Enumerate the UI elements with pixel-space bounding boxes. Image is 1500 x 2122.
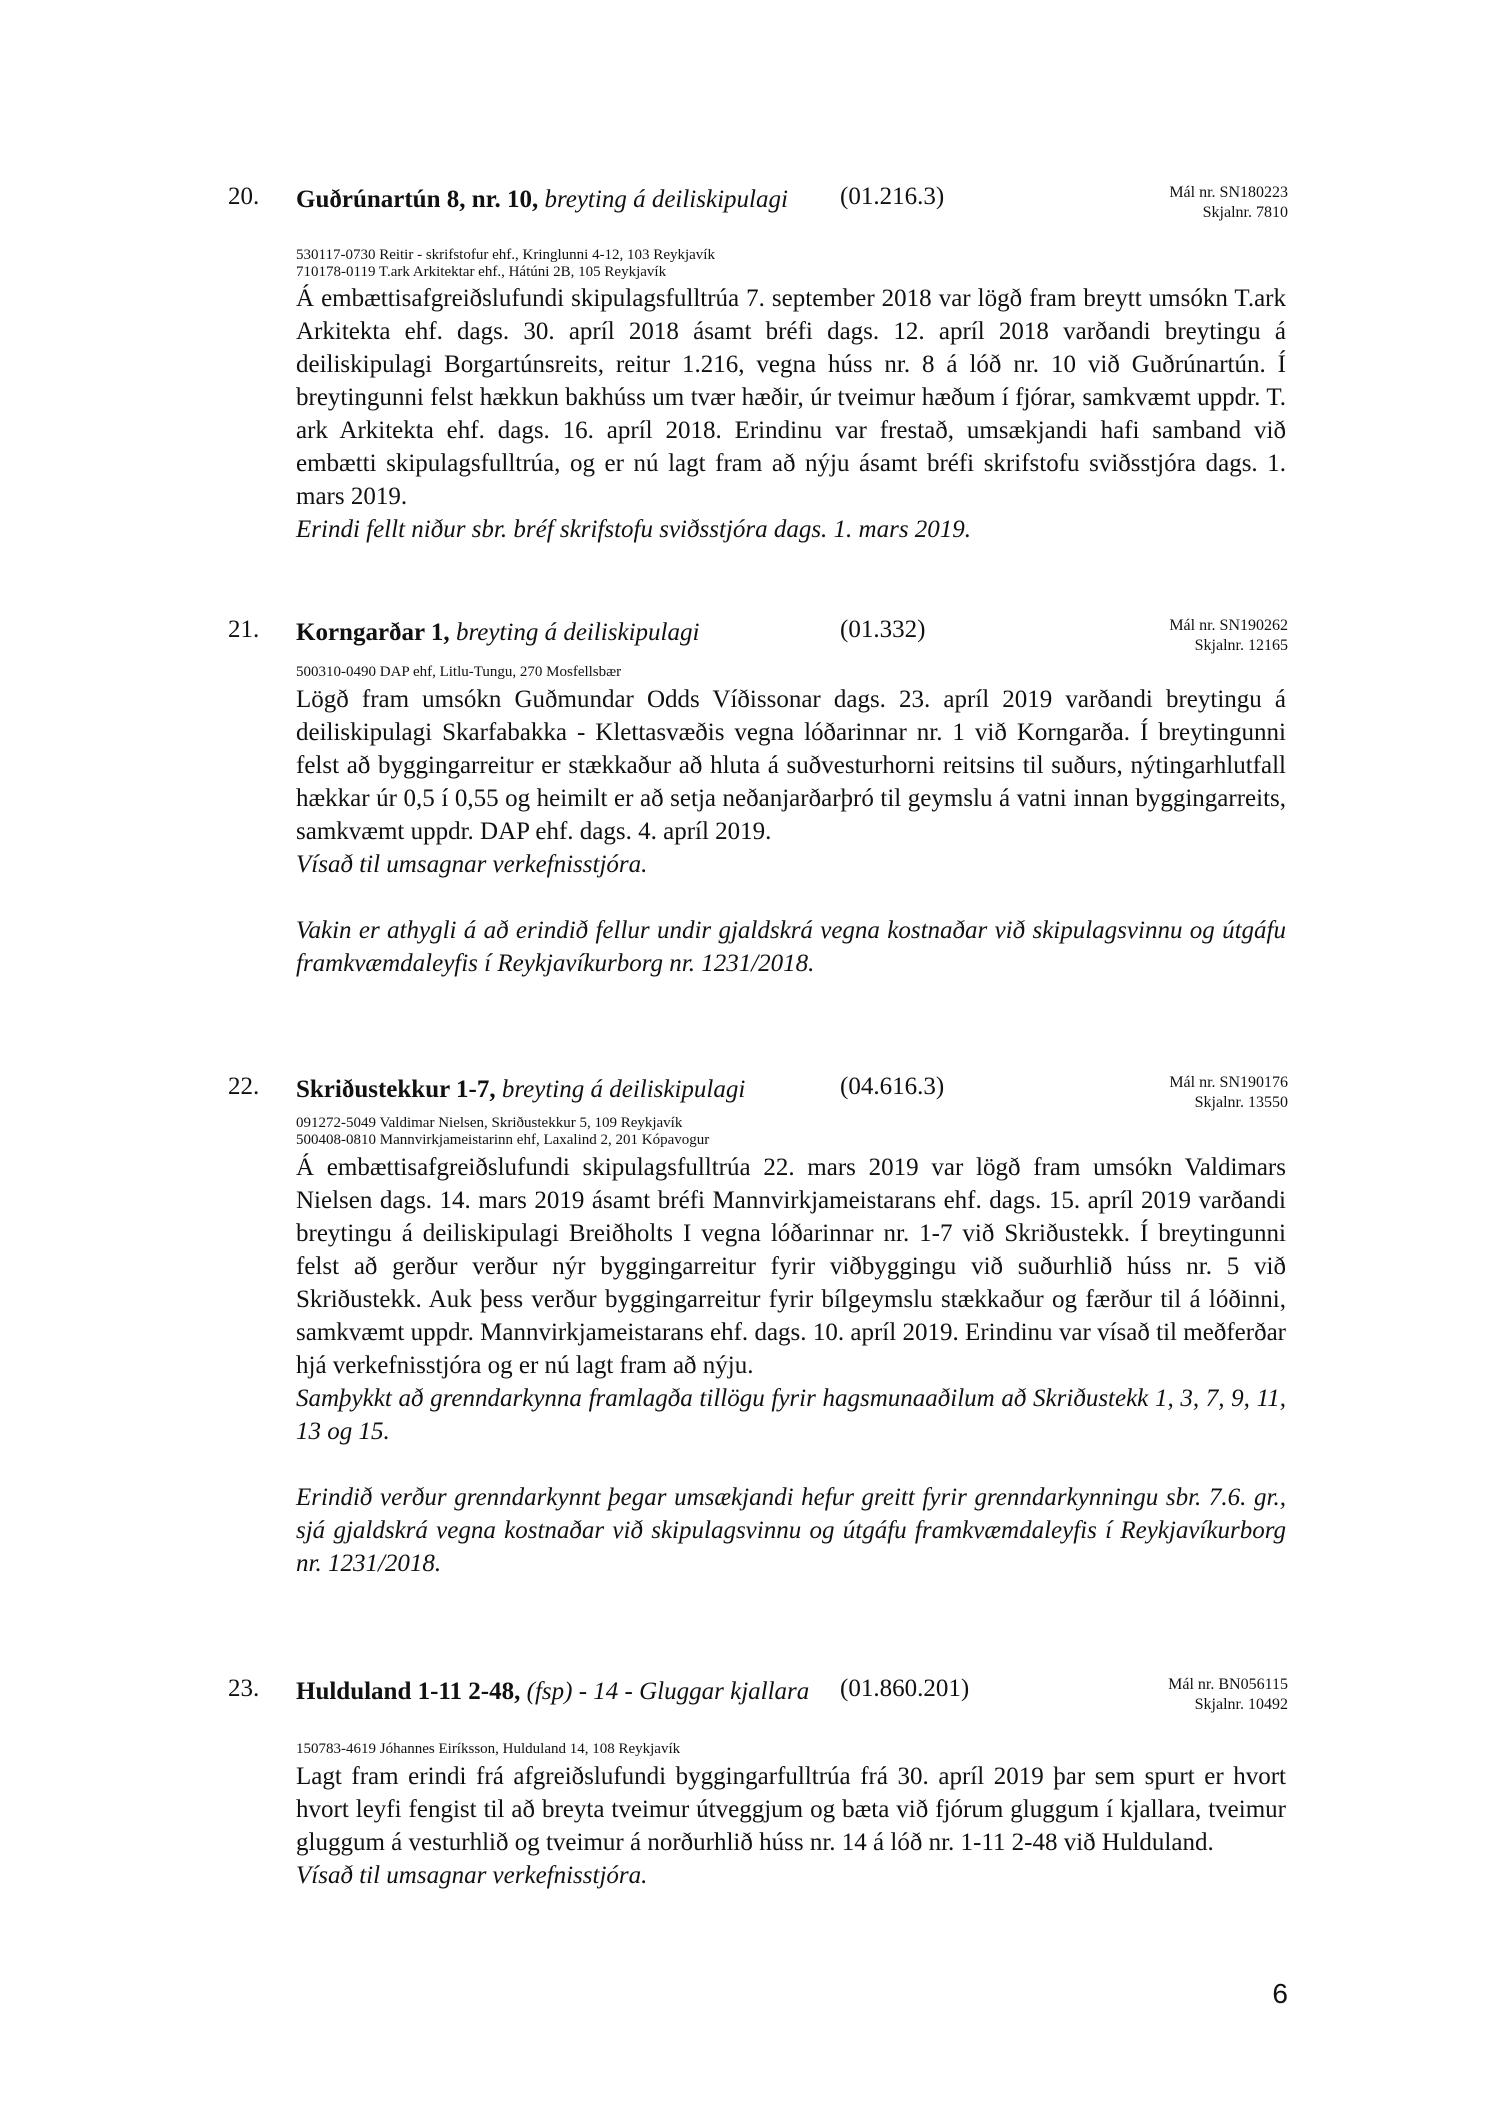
item-body [296, 1760, 1286, 1892]
item-title-address: Skriðustekkur 1-7, [296, 1076, 496, 1103]
party-line: 150783-4619 Jóhannes Eiríksson, Hulduland 14, 108 Reykjavík [296, 1741, 681, 1757]
item-reference [1168, 1675, 1288, 1715]
item-parties [296, 1115, 709, 1149]
item-title [296, 1675, 852, 1708]
party-line: 091272-5049 Valdimar Nielsen, Skriðustekkur 5, 109 Reykjavík [296, 1115, 683, 1131]
item-description: Á embættisafgreiðslufundi skipulagsfulltrúa 22. mars 2019 var lögð fram umsókn Valdimars Nielsen dags. 14. mars 2019 ásamt bréfi Mannvirkjameistarans ehf. dags. 15. apríl 2019 varðandi breytingu á deiliskipulagi Breiðholts I vegna lóðarinnar nr. 1-7 við Skriðustekk. Í breytingunni felst að gerður verður nýr byggingarreitur fyrir viðbyggingu við suðurhlið húss nr. 5 við Skriðustekk. Auk þess verður byggingarreitur fyrir bílgeymslu stækkaður og færður til á lóðinni, samkvæmt uppdr. Mannvirkjameistarans ehf. dags. 10. apríl 2019. Erindinu var vísað til meðferðar hjá verkefnisstjóra og er nú lagt fram að nýju. [296, 1154, 1286, 1379]
party-line: 530117-0730 Reitir - skrifstofur ehf., Kringlunni 4-12, 103 Reykjavík [296, 247, 715, 263]
case-number: Mál nr. SN180223 [1169, 184, 1288, 201]
item-title [296, 1073, 852, 1106]
party-line: 710178-0119 T.ark Arkitektar ehf., Hátúni 2B, 105 Reykjavík [296, 264, 667, 280]
document-number: Skjalnr. 13550 [1194, 1094, 1288, 1111]
item-title-subject: breyting á deiliskipulagi [455, 619, 700, 646]
item-number: 20. [228, 183, 260, 210]
document-number: Skjalnr. 7810 [1202, 204, 1288, 221]
item-parties [296, 247, 715, 281]
item-title-subject: breyting á deiliskipulagi [501, 1076, 746, 1103]
item-decision: Vísað til umsagnar verkefnisstjóra. [296, 1862, 648, 1889]
item-title-subject: (fsp) - 14 - Gluggar kjallara [526, 1678, 810, 1705]
item-decision: Erindi fellt niður sbr. bréf skrifstofu sviðsstjóra dags. 1. mars 2019. [296, 516, 972, 543]
item-note: Erindið verður grenndarkynnt þegar umsækjandi hefur greitt fyrir grenndarkynningu sbr. 7.6. gr., sjá gjaldskrá vegna kostnaðar við skipulagsvinnu og útgáfu framkvæmdaleyfis í Reykjavíkurborg nr. 1231/2018. [296, 1484, 1286, 1577]
case-number: Mál nr. BN056115 [1168, 1676, 1288, 1693]
case-number: Mál nr. SN190262 [1169, 617, 1288, 634]
item-title-address: Korngarðar 1, [296, 619, 450, 646]
item-title [296, 183, 852, 216]
item-body [296, 683, 1286, 980]
item-area-code: (01.216.3) [840, 183, 945, 210]
item-reference [1169, 1073, 1288, 1113]
item-parties [296, 1741, 680, 1758]
item-body [296, 282, 1286, 546]
item-title-subject: breyting á deiliskipulagi [544, 186, 788, 213]
item-area-code: (04.616.3) [840, 1073, 945, 1100]
item-parties [296, 664, 621, 681]
document-number: Skjalnr. 10492 [1194, 1696, 1288, 1713]
page-number: 6 [1272, 1978, 1288, 2009]
item-decision: Vísað til umsagnar verkefnisstjóra. [296, 851, 648, 878]
item-note: Vakin er athygli á að erindið fellur undir gjaldskrá vegna kostnaðar við skipulagsvinnu og útgáfu framkvæmdaleyfis í Reykjavíkurborg nr. 1231/2018. [296, 917, 1286, 977]
item-title-address: Guðrúnartún 8, nr. 10, [296, 186, 539, 213]
item-area-code: (01.332) [840, 616, 926, 643]
item-title [296, 616, 852, 649]
case-number: Mál nr. SN190176 [1169, 1074, 1288, 1091]
item-description: Lögð fram umsókn Guðmundar Odds Víðissonar dags. 23. apríl 2019 varðandi breytingu á deiliskipulagi Skarfabakka - Klettasvæðis vegna lóðarinnar nr. 1 við Korngarða. Í breytingunni felst að byggingarreitur er stækkaður að hluta á suðvesturhorni reitsins til suðurs, nýtingarhlutfall hækkar úr 0,5 í 0,55 og heimilt er að setja neðanjarðarþró til geymslu á vatni innan byggingarreits, samkvæmt uppdr. DAP ehf. dags. 4. apríl 2019. [296, 686, 1286, 845]
item-description: Lagt fram erindi frá afgreiðslufundi byggingarfulltrúa frá 30. apríl 2019 þar sem spurt er hvort hvort leyfi fengist til að breyta tveimur útveggjum og bæta við fjórum gluggum í kjallara, tveimur gluggum á vesturhlið og tveimur á norðurhlið húss nr. 14 á lóð nr. 1-11 2-48 við Hulduland. [296, 1763, 1286, 1856]
item-decision: Samþykkt að grenndarkynna framlagða tillögu fyrir hagsmunaaðilum að Skriðustekk 1, 3, 7, 9, 11, 13 og 15. [296, 1385, 1286, 1445]
party-line: 500408-0810 Mannvirkjameistarinn ehf, Laxalind 2, 201 Kópavogur [296, 1132, 710, 1148]
item-area-code: (01.860.201) [840, 1675, 970, 1702]
item-number: 21. [228, 616, 260, 643]
paragraph-gap [296, 1448, 1286, 1481]
item-description: Á embættisafgreiðslufundi skipulagsfulltrúa 7. september 2018 var lögð fram breytt umsókn T.ark Arkitekta ehf. dags. 30. apríl 2018 ásamt bréfi dags. 12. apríl 2018 varðandi breytingu á deiliskipulagi Borgartúnsreits, reitur 1.216, vegna húss nr. 8 á lóð nr. 10 við Guðrúnartún. Í breytingunni felst hækkun bakhúss um tvær hæðir, úr tveimur hæðum í fjórar, samkvæmt uppdr. T. ark Arkitekta ehf. dags. 16. apríl 2018. Erindinu var frestað, umsækjandi hafi samband við embætti skipulagsfulltrúa, og er nú lagt fram að nýju ásamt bréfi skrifstofu sviðsstjóra dags. 1. mars 2019. [296, 285, 1286, 510]
item-title-address: Hulduland 1-11 2-48, [296, 1678, 521, 1705]
party-line: 500310-0490 DAP ehf, Litlu-Tungu, 270 Mosfellsbær [296, 664, 622, 680]
item-reference [1169, 183, 1288, 223]
item-number: 23. [228, 1675, 260, 1702]
item-number: 22. [228, 1073, 260, 1100]
paragraph-gap [296, 881, 1286, 914]
item-body [296, 1151, 1286, 1580]
document-number: Skjalnr. 12165 [1194, 637, 1288, 654]
item-reference [1169, 616, 1288, 656]
